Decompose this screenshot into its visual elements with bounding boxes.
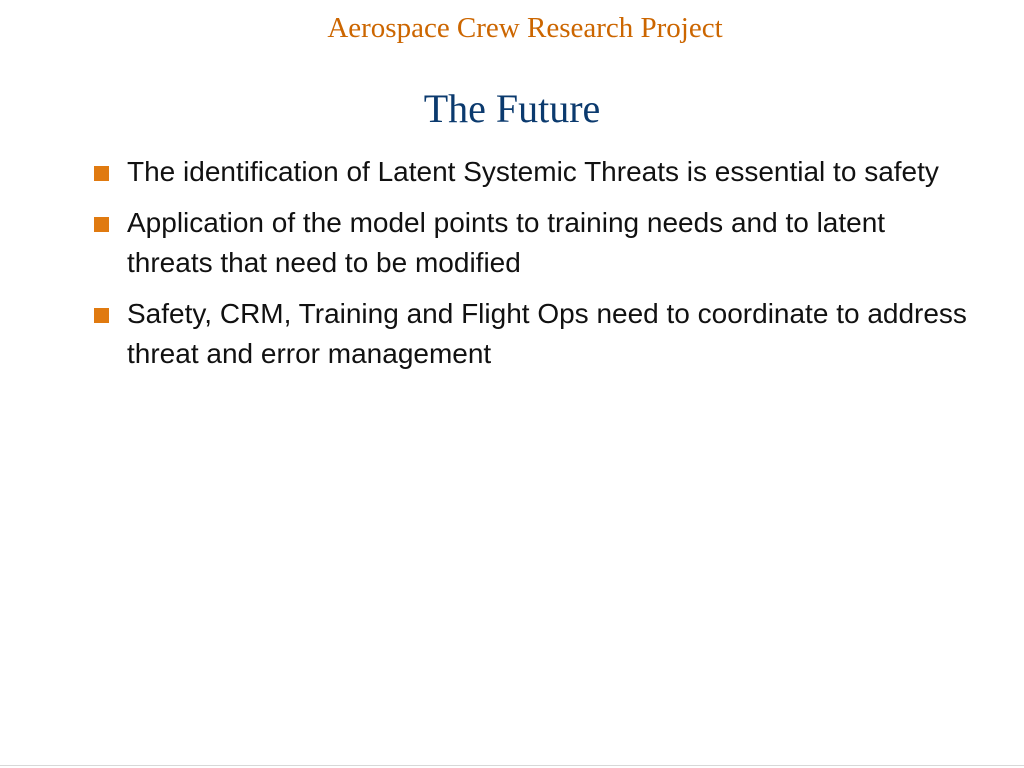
project-header: Aerospace Crew Research Project xyxy=(327,12,723,44)
square-bullet-icon xyxy=(94,166,109,181)
square-bullet-icon xyxy=(94,217,109,232)
bullet-item xyxy=(92,152,972,192)
bullet-item xyxy=(92,203,972,283)
bullet-text: Application of the model points to training needs and to latent threats that need to be modified xyxy=(127,207,886,278)
square-bullet-icon xyxy=(94,308,109,323)
slide-title: The Future xyxy=(423,86,601,131)
bullet-list xyxy=(92,152,972,385)
bullet-text: Safety, CRM, Training and Flight Ops need to coordinate to address threat and error management xyxy=(127,298,967,369)
bullet-item xyxy=(92,294,972,374)
bullet-text: The identification of Latent Systemic Threats is essential to safety xyxy=(127,156,939,187)
bottom-divider xyxy=(0,765,1024,766)
